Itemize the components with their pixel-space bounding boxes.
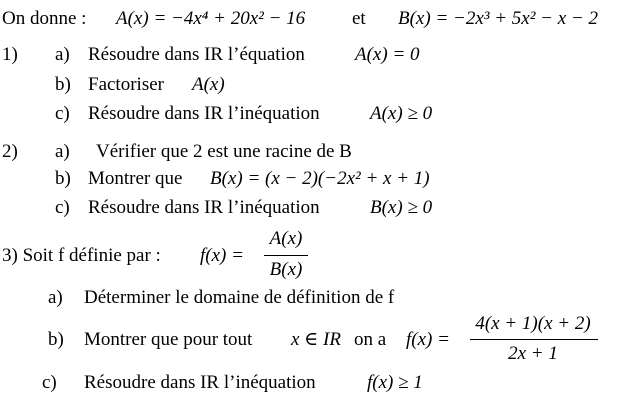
q1b-label: b) — [55, 74, 71, 95]
q2b-label: b) — [55, 168, 71, 189]
q1c-text: Résoudre dans IR l’inéquation — [88, 103, 320, 124]
q2a-text: Vérifier que 2 est une racine de B — [96, 141, 352, 162]
q2c-text: Résoudre dans IR l’inéquation — [88, 197, 320, 218]
q1-number: 1) — [2, 44, 18, 65]
q3b-lhs: f(x) = — [406, 329, 450, 350]
q2a-label: a) — [55, 141, 70, 162]
q3b-fraction-bar — [470, 339, 598, 340]
B-definition: B(x) = −2x³ + 5x² − x − 2 — [398, 8, 598, 29]
q2b-text: Montrer que — [88, 168, 183, 189]
q3c-label: c) — [42, 372, 57, 393]
q3c-text: Résoudre dans IR l’inéquation — [84, 372, 316, 393]
q3b-numerator: 4(x + 1)(x + 2) — [475, 313, 591, 334]
q1a-math: A(x) = 0 — [355, 44, 420, 65]
q1c-math: A(x) ≥ 0 — [370, 103, 433, 124]
q3a-label: a) — [48, 287, 63, 308]
q1c-label: c) — [55, 103, 70, 124]
q3-f-lhs: f(x) = — [200, 245, 244, 266]
q3a-text: Déterminer le domaine de définition de f — [84, 287, 395, 308]
intro-text: On donne : — [2, 8, 87, 29]
et-word: et — [352, 8, 366, 29]
q3b-denominator: 2x + 1 — [508, 343, 558, 364]
q3-f-denominator: B(x) — [269, 259, 303, 280]
q3b-set: x ∈ IR — [291, 329, 341, 350]
A-definition: A(x) = −4x⁴ + 20x² − 16 — [116, 8, 306, 29]
q2c-math: B(x) ≥ 0 — [370, 197, 433, 218]
q3-intro: 3) Soit f définie par : — [2, 245, 161, 266]
q2c-label: c) — [55, 197, 70, 218]
q3-f-numerator: A(x) — [269, 228, 303, 249]
q3b-label: b) — [48, 329, 64, 350]
q3b-on-a: on a — [354, 329, 387, 350]
q1b-math: A(x) — [192, 74, 225, 95]
q1a-text: Résoudre dans IR l’équation — [88, 44, 305, 65]
q1a-label: a) — [55, 44, 70, 65]
q3b-text: Montrer que pour tout — [84, 329, 253, 350]
q1b-text: Factoriser — [88, 74, 164, 95]
q3c-math: f(x) ≥ 1 — [367, 372, 423, 393]
q3-f-fraction-bar — [264, 255, 308, 256]
q2-number: 2) — [2, 141, 18, 162]
q2b-math: B(x) = (x − 2)(−2x² + x + 1) — [210, 168, 430, 189]
